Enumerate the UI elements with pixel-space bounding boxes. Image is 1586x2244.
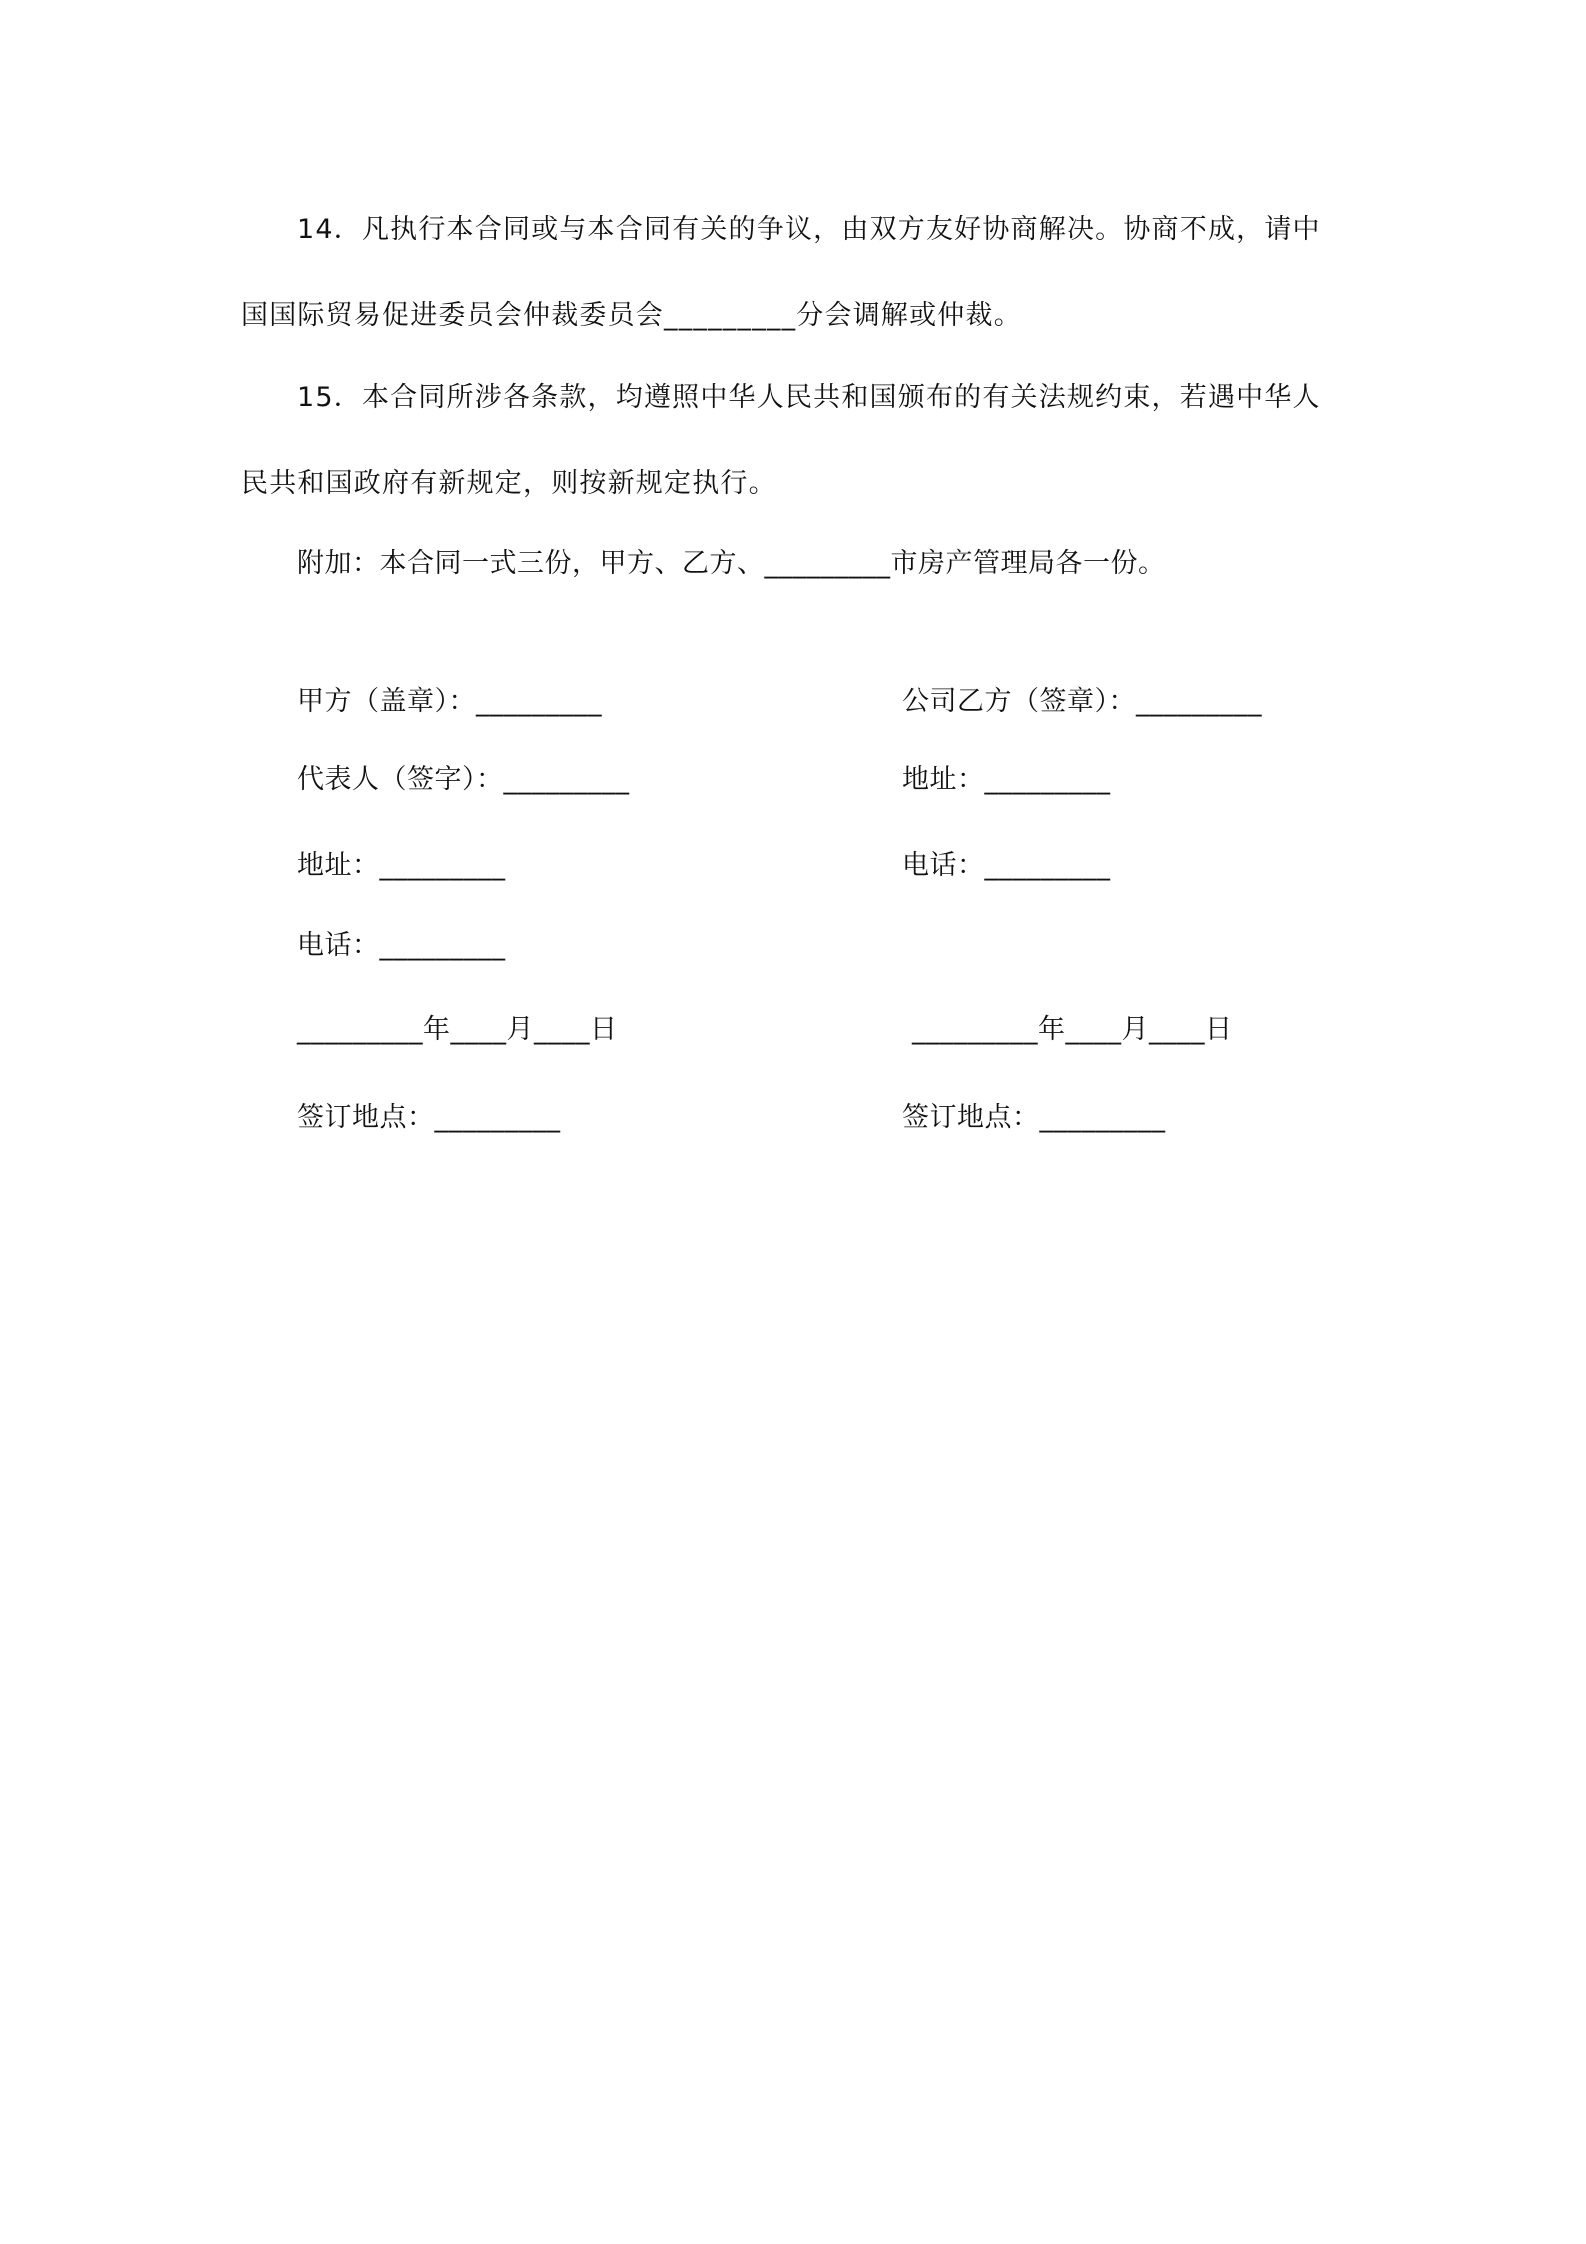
party-a-date: _________年____月____日 — [297, 1014, 618, 1045]
party-b-place: 签订地点：_________ — [902, 1102, 1166, 1133]
party-b-address: 地址：_________ — [902, 764, 1111, 795]
party-a-phone: 电话：_________ — [297, 930, 506, 961]
party-a-representative: 代表人（签字）：_________ — [297, 764, 630, 795]
clause-15: 15．本合同所涉各条款，均遵照中华人民共和国颁布的有关法规约束，若遇中华人民共和国政府有新规定，则按新规定执行。 — [241, 382, 1321, 499]
party-a-seal: 甲方（盖章）：_________ — [297, 686, 602, 717]
party-a-address: 地址：_________ — [297, 850, 506, 881]
clause-14: 14．凡执行本合同或与本合同有关的争议，由双方友好协商解决。协商不成，请中国国际贸易促进委员会仲裁委员会_________分会调解或仲裁。 — [241, 214, 1321, 331]
party-b-phone: 电话：_________ — [902, 850, 1111, 881]
party-a-place: 签订地点：_________ — [297, 1102, 561, 1133]
appendix-text: 附加：本合同一式三份，甲方、乙方、_________市房产管理局各一份。 — [297, 548, 1166, 579]
party-b-seal: 公司乙方（签章）：_________ — [902, 686, 1262, 717]
party-b-date: _________年____月____日 — [912, 1014, 1233, 1045]
